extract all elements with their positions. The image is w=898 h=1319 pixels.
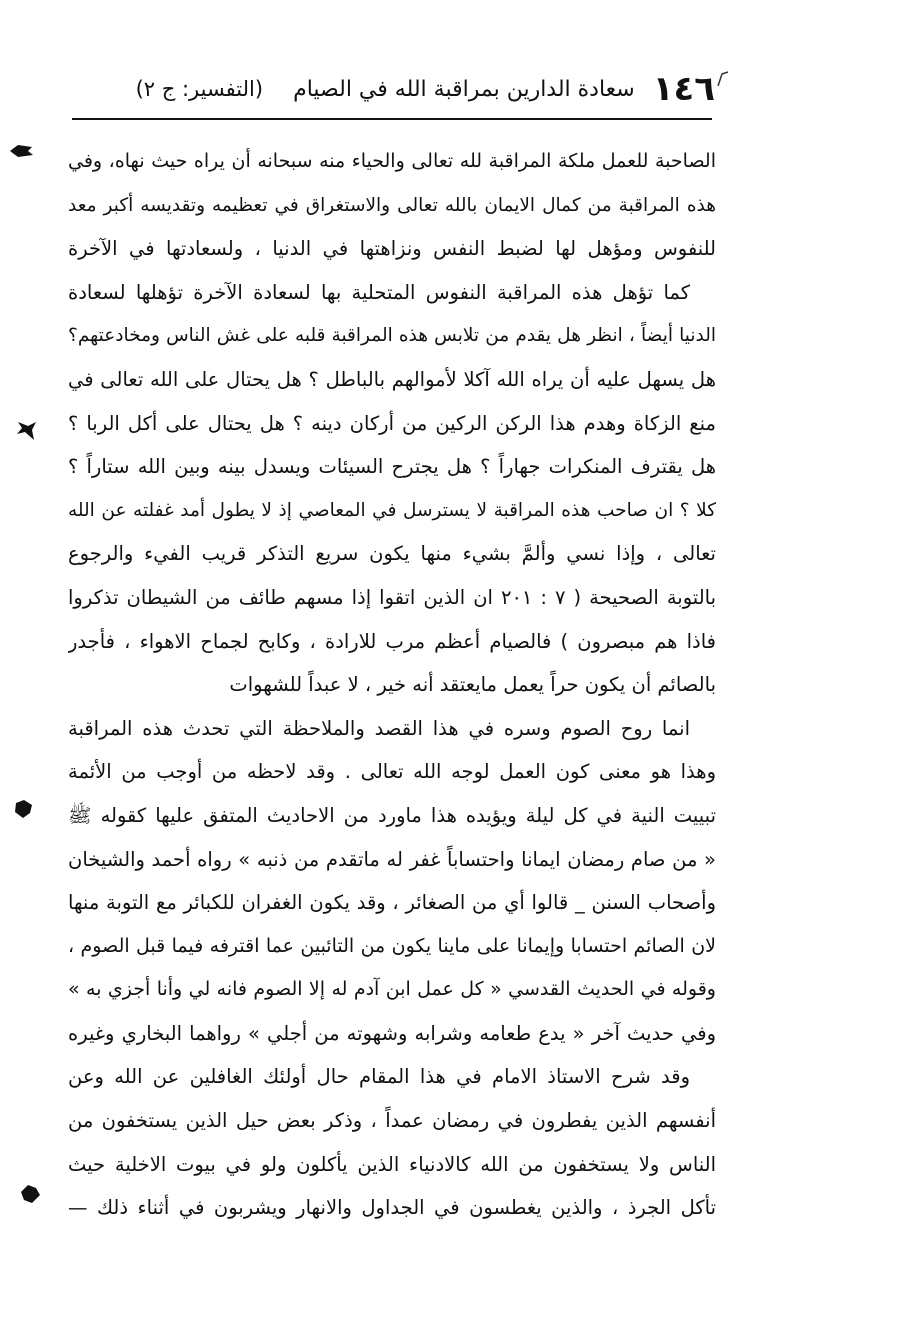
punch-mark-icon bbox=[16, 1182, 46, 1204]
text-line: للنفوس ومؤهل لها لضبط النفس ونزاهتها في الدنيا ، ولسعادتها في الآخرة bbox=[68, 237, 716, 261]
text-line: كما تؤهل هذه المراقبة النفوس المتحلية بها لسعادة الآخرة تؤهلها لسعادة bbox=[68, 280, 690, 304]
text-line: « من صام رمضان ايمانا واحتساباً غفر له ماتقدم من ذنبه » رواه أحمد والشيخان bbox=[68, 847, 716, 871]
text-line: بالصائم أن يكون حراً يعمل مايعتقد أنه خير ، لا عبداً للشهوات bbox=[229, 673, 716, 697]
page-number: ١٤٦ bbox=[652, 69, 715, 109]
text-line: الدنيا أيضاً ، انظر هل يقدم من تلابس هذه المراقبة قلبه على غش الناس ومخادعتهم؟ bbox=[68, 325, 716, 347]
text-line: لان الصائم احتسابا وإيمانا على ماينا يكون من التائبين عما اقترفه فيما قبل الصوم ، bbox=[68, 934, 716, 957]
text-line: بالتوبة الصحيحة ( ٧ : ٢٠١ ان الذين اتقوا إذا مسهم طائف من الشيطان تذكروا bbox=[68, 585, 716, 609]
text-line: كلا ؟ ان صاحب هذه المراقبة لا يسترسل في المعاصي إذ لا يطول أمد غفلته عن الله bbox=[68, 499, 716, 521]
text-line: فاذا هم مبصرون ) فالصيام أعظم مرب للارادة ، وكابح لجماح الاهواء ، فأجدر bbox=[68, 629, 716, 653]
text-line: هل يقترف المنكرات جهاراً ؟ هل يجترح السيئات ويسدل بينه وبين الله ستاراً ؟ bbox=[68, 455, 716, 479]
text-line: وهذا هو معنى كون العمل لوجه الله تعالى . وقد لاحظه من أوجب من الأئمة bbox=[68, 760, 716, 784]
text-line: منع الزكاة وهدم هذا الركن الركين من أركان دينه ؟ هل يحتال على أكل الربا ؟ bbox=[68, 411, 716, 435]
corner-tick-mark bbox=[716, 70, 730, 88]
text-line: الناس ولا يستخفون من الله كالادنياء الذين يأكلون ولو في بيوت الاخلية حيث bbox=[68, 1152, 716, 1176]
text-line: تأكل الجرذ ، والذين يغطسون في الجداول والانهار ويشربون في أثناء ذلك — bbox=[68, 1196, 716, 1220]
text-line: أنفسهم الذين يفطرون في رمضان عمداً ، وذكر بعض حيل الذين يستخفون من bbox=[68, 1109, 716, 1133]
punch-mark-icon bbox=[10, 797, 40, 819]
text-line: هل يسهل عليه أن يراه الله آكلا لأموالهم بالباطل ؟ هل يحتال على الله تعالى في bbox=[68, 367, 716, 391]
text-line: هذه المراقبة من كمال الايمان بالله تعالى والاستغراق في تعظيمه وتقديسه أكبر معد bbox=[68, 194, 716, 216]
punch-mark-icon bbox=[6, 140, 36, 162]
punch-mark-icon bbox=[14, 418, 44, 440]
text-line: وقوله في الحديث القدسي « كل عمل ابن آدم له إلا الصوم فانه لي وأنا أجزي به » bbox=[68, 978, 716, 1001]
text-line: تبييت النية في كل ليلة ويؤيده هذا ماورد من الاحاديث المتفق عليها كقوله ﷺ bbox=[68, 803, 716, 827]
text-line: تعالى ، وإذا نسي وألمَّ بشيء منها يكون سريع التذكر قريب الفيء والرجوع bbox=[68, 542, 716, 566]
header-rule bbox=[72, 118, 712, 120]
text-line: وأصحاب السنن _ قالوا أي من الصغائر ، وقد يكون الغفران للكبائر مع التوبة منها bbox=[68, 891, 716, 915]
text-line: وفي حديث آخر « يدع طعامه وشرابه وشهوته من أجلي » رواهما البخاري وغيره bbox=[68, 1021, 716, 1045]
page-header bbox=[95, 68, 715, 110]
body-text bbox=[68, 140, 716, 1230]
text-line: انما روح الصوم وسره في هذا القصد والملاحظة التي تحدث هذه المراقبة bbox=[68, 716, 690, 740]
section-label: (التفسير: ج ٢) bbox=[135, 77, 264, 101]
text-line: وقد شرح الاستاذ الامام في هذا المقام حال أولئك الغافلين عن الله وعن bbox=[68, 1065, 690, 1089]
running-title: سعادة الدارين بمراقبة الله في الصيام bbox=[293, 76, 635, 102]
text-line: الصاحبة للعمل ملكة المراقبة لله تعالى والحياء منه سبحانه أن يراه حيث نهاه، وفي bbox=[68, 150, 716, 172]
